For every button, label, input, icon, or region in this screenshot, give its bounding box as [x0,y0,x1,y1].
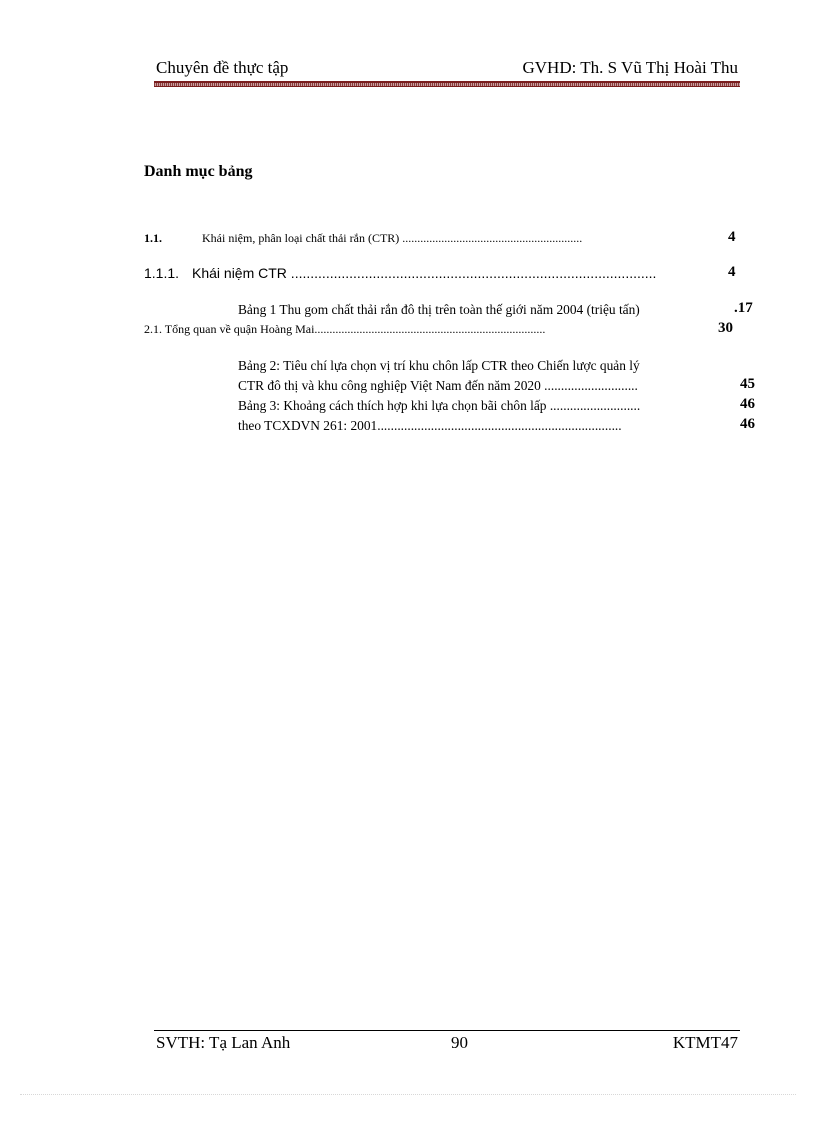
toc-entry-2-text: Khái niệm CTR .............................................................................................. [192,265,657,281]
toc-entry-6-text: Bảng 3: Khoảng cách thích hợp khi lựa chọn bãi chôn lấp ........................... [238,398,641,413]
toc-entry-3-page: .17 [734,300,753,316]
toc-entry-7-page: 46 [740,416,755,432]
toc-entry-1-number: 1.1. [144,231,162,245]
toc-entry-7-text: theo TCXDVN 261: 2001......................................................................... [238,418,622,433]
toc-entry-6[interactable] [238,398,732,414]
toc-entry-2-number: 1.1.1. [144,265,180,281]
toc-entry-3-text: Bảng 1 Thu gom chất thải rắn đô thị trên toàn thế giới năm 2004 (triệu tấn) [238,302,640,317]
header-left: Chuyên đề thực tập [156,58,289,77]
header-right: GVHD: Th. S Vũ Thị Hoài Thu [522,58,738,77]
toc-entry-5-line2[interactable] [238,378,732,394]
toc-entry-6-page: 46 [740,396,755,412]
footer-left: SVTH: Tạ Lan Anh [156,1033,291,1052]
toc-entry-4-page: 30 [718,320,733,336]
footer-page-number: 90 [451,1033,468,1052]
page-title: Danh mục bảng [144,163,253,180]
toc-entry-4[interactable] [144,322,702,337]
footer-right: KTMT47 [672,1033,738,1052]
toc-entry-1[interactable] [144,231,716,246]
footer-rule [154,1030,740,1031]
toc-entry-5-text-line1: Bảng 2: Tiêu chí lựa chọn vị trí khu chôn lấp CTR theo Chiến lược quản lý [238,358,640,373]
toc-entry-3[interactable] [238,302,732,318]
header-rule [154,81,740,87]
toc-entry-1-text: Khái niệm, phân loại chất thải rắn (CTR) ............................................................ [202,231,583,245]
toc-entry-2-page: 4 [728,264,736,280]
toc-entry-5-text-line2: CTR đô thị và khu công nghiệp Việt Nam đến năm 2020 ............................ [238,378,638,393]
toc-entry-7[interactable] [238,418,724,434]
toc-entry-5-page: 45 [740,376,755,392]
toc-entry-5-line1[interactable] [238,358,732,374]
toc-entry-1-page: 4 [728,229,736,245]
page-bottom-dotted-border [20,1094,796,1095]
toc-entry-4-text: 2.1. Tổng quan về quận Hoàng Mai............................................................................. [144,322,546,336]
toc-entry-2[interactable] [144,265,716,281]
